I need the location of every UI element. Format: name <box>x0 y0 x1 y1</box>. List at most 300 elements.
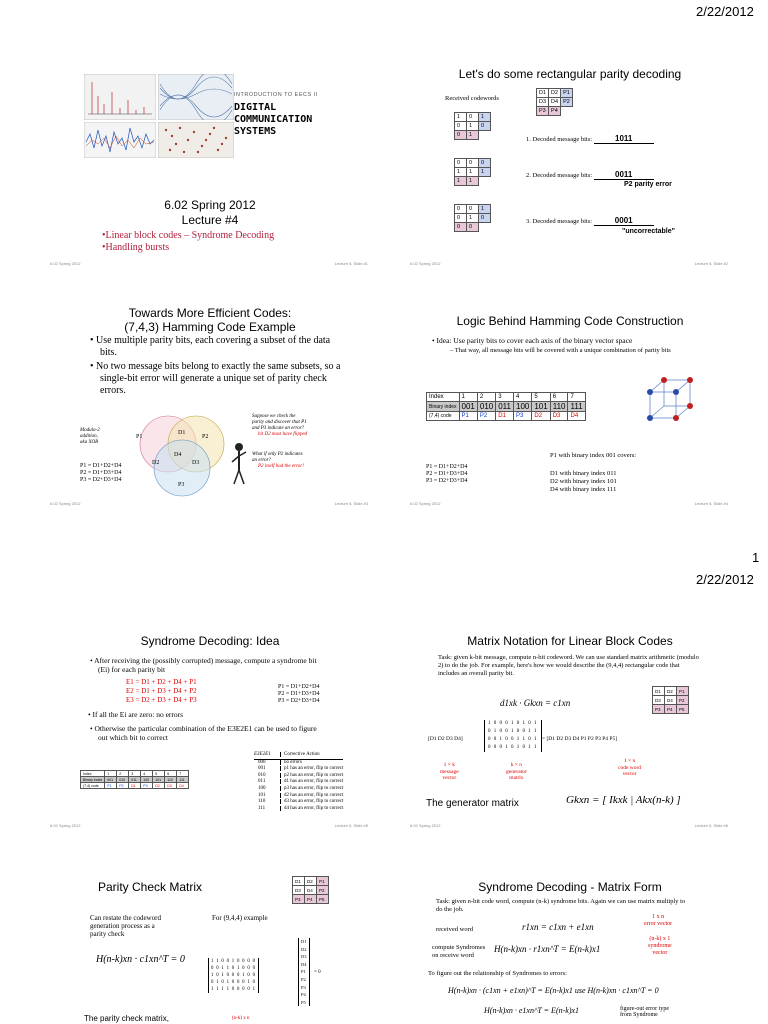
grid-cell: 0 <box>479 159 491 168</box>
equation: P1 = D1+D2+D4 <box>426 464 468 470</box>
equation: P3 = D2+D3+D4 <box>426 478 468 484</box>
parity-check-caption: The parity check matrix, <box>84 1014 169 1023</box>
bullet: •Linear block codes – Syndrome Decoding <box>102 230 275 241</box>
matrix-row: 0 1 0 0 1 0 0 1 1 <box>488 729 538 734</box>
vector-entry: P2 <box>301 976 306 982</box>
table-cell: D3 <box>550 412 568 421</box>
bullet: • Idea: Use parity bits to cover each axis of the binary vector space <box>432 336 633 345</box>
table-cell: 1 <box>459 393 477 402</box>
table-cell: 7 <box>568 393 585 402</box>
grid-cell: 0 <box>467 205 479 214</box>
venn-label-d2: D2 <box>152 460 160 466</box>
action-code: 100 <box>258 785 266 791</box>
label-line: generator <box>506 768 527 775</box>
table-cell: 101 <box>153 777 165 783</box>
venn-label-p2: P2 <box>202 434 209 440</box>
rect-code-grid <box>292 876 329 904</box>
action-code: 000 <box>258 759 266 765</box>
slide-title: Syndrome Decoding: Idea <box>140 634 280 648</box>
grid-cell: P1 <box>561 89 573 98</box>
action-text: p3 has an error, flip to correct <box>280 786 343 791</box>
slide-4-bullets <box>430 336 700 355</box>
grid-cell: D3 <box>537 98 549 107</box>
lecture-number: Lecture #4 <box>181 213 239 227</box>
table-cell: Index <box>427 393 460 402</box>
stem-plot-image <box>84 74 156 120</box>
action-code: 010 <box>258 772 266 778</box>
vector-entry: D3 <box>301 954 307 960</box>
label-line: message <box>440 768 459 775</box>
syndrome-equation: E2 = D1 + D3 + D4 + P2 <box>126 687 197 695</box>
result-label: 3. Decoded message bits: <box>526 218 594 225</box>
action-text: no errors <box>280 760 302 765</box>
equation: P3 = D2+D3+D4 <box>278 698 320 704</box>
result-3-note: "uncorrectable" <box>622 228 675 235</box>
slide-title: Logic Behind Hamming Code Construction <box>456 314 684 328</box>
slide-1-bullets <box>102 230 274 254</box>
header-cell: Corrective Action <box>280 752 320 757</box>
callout-answer: bit D2 must have flipped <box>258 432 308 437</box>
action-text: d3 has an error, flip to correct <box>280 799 343 804</box>
grid-cell: P2 <box>561 98 573 107</box>
table-cell: 110 <box>165 777 177 783</box>
action-row <box>254 760 343 767</box>
grid-cell: D2 <box>665 687 677 696</box>
matrix-row: 1 1 0 0 1 0 0 0 0 <box>211 959 256 964</box>
equation: P3 = D2+D3+D4 <box>80 477 122 483</box>
action-code: 111 <box>258 805 266 811</box>
grid-cell: 1 <box>455 168 467 177</box>
grid-cell: D4 <box>305 886 317 895</box>
table-cell: P3 <box>514 412 532 421</box>
venn-label-d3: D3 <box>192 460 200 466</box>
note-line: aka XOR <box>80 440 99 445</box>
venn-diagram <box>122 408 242 504</box>
bullet-text: After receiving the (possibly corrupted) message, compute a syndrome bit (Ei) for each parity bit <box>94 656 317 674</box>
slide-footer-left: 6.02 Spring 2012 <box>50 501 81 506</box>
table-cell: D2 <box>153 783 165 789</box>
mini-index-table <box>80 770 189 789</box>
slide-footer-left: 6.02 Spring 2012 <box>410 501 441 506</box>
action-row <box>254 766 343 773</box>
grid-cell: P4 <box>549 107 561 116</box>
callout-line: error vector <box>644 921 673 927</box>
slide-8-syndrome-matrix <box>400 870 740 1024</box>
grid-cell: 1 <box>479 168 491 177</box>
bullet-text: Idea: Use parity bits to cover each axis of the binary vector space <box>436 336 633 345</box>
slide-6-matrix-notation <box>400 622 740 832</box>
equation: P2 = D1+D3+D4 <box>278 691 320 697</box>
grid-cell: 0 <box>479 214 491 223</box>
grid-cell: 1 <box>479 113 491 122</box>
table-cell: 100 <box>141 777 153 783</box>
bullet-text: No two message bits belong to exactly the same subsets, so a single-bit error will generate a unique set of parity check errors. <box>96 361 341 396</box>
slide-3-bullets <box>88 335 344 397</box>
table-cell: 3 <box>496 393 514 402</box>
table-cell: 111 <box>568 402 585 412</box>
table-cell: 001 <box>459 402 477 412</box>
result-label: 2. Decoded message bits: <box>526 172 594 179</box>
table-cell: 010 <box>477 402 495 412</box>
bullet-text: That way, all message bits will be covered with a unique combination of parity bits <box>454 347 671 354</box>
grid-cell: P5 <box>317 895 329 904</box>
course-title-line-3: SYSTEMS <box>234 126 277 137</box>
table-cell: Binary index <box>427 402 460 412</box>
grid-cell: 0 <box>455 131 467 140</box>
header-cell: E3E2E1 <box>254 752 271 757</box>
grid-cell: D4 <box>549 98 561 107</box>
result-value: 0011 <box>594 170 654 180</box>
equals-zero: = 0 <box>314 970 321 975</box>
grid-cell: P3 <box>537 107 549 116</box>
table-cell: Index <box>81 771 105 777</box>
table-cell: 4 <box>514 393 532 402</box>
slide-footer-left: 6.02 Spring 2012 <box>410 261 441 266</box>
action-code: 110 <box>258 799 266 805</box>
venn-label-p1: P1 <box>136 434 143 440</box>
bullet: •Handling bursts <box>102 242 170 253</box>
grid-cell: 1 <box>455 113 467 122</box>
codeword-column-vector <box>298 938 310 1006</box>
slide-footer-right: Lecture 5, Slide #1 <box>334 261 368 266</box>
coverage-line: D2 with binary index 101 <box>550 478 617 485</box>
grid-cell: 0 <box>467 159 479 168</box>
table-cell: (7,4) code <box>427 412 460 421</box>
matrix-row: 1 0 0 0 1 0 1 0 1 <box>488 721 538 726</box>
grid-cell: P2 <box>677 696 689 705</box>
table-cell: D2 <box>532 412 550 421</box>
codeword-vector-label <box>618 758 641 778</box>
table-cell: P1 <box>459 412 477 421</box>
action-row <box>254 793 343 800</box>
vector-entry: D4 <box>301 961 307 967</box>
slide-footer-right: Lecture 5, Slide #3 <box>334 501 368 506</box>
label-line: on receive word <box>432 951 474 959</box>
corrective-action-table <box>254 752 343 812</box>
slide-title: Syndrome Decoding - Matrix Form <box>478 880 662 894</box>
action-text: p1 has an error, flip to correct <box>280 766 343 771</box>
waveform-image <box>84 122 156 158</box>
title-line-2: (7,4,3) Hamming Code Example <box>124 320 296 334</box>
result-2 <box>526 170 654 180</box>
table-cell: D4 <box>568 412 585 421</box>
callout-line: parity and discover that P1 <box>252 420 307 425</box>
venn-label-p3: P3 <box>178 482 185 488</box>
table-cell: 6 <box>550 393 568 402</box>
table-cell: P3 <box>141 783 153 789</box>
grid-cell: P5 <box>677 705 689 714</box>
layout-grid <box>536 88 573 116</box>
bullet: • Otherwise the particular combination of the E3E2E1 can be used to figure out which bit to correct <box>90 724 317 742</box>
table-cell: 2 <box>477 393 495 402</box>
label-line: code word <box>618 764 642 771</box>
result-label: 1. Decoded message bits: <box>526 136 594 143</box>
intro-text: Task: given k-bit message, compute n-bit codeword. We can use standard matrix arithmetic (modulo 2) to do the job. For example, here's how we would describe the (9,4,4) rectangular code that includes an overall parity bit. <box>438 654 699 677</box>
slide-footer-left: 6.02 Spring 2012 <box>50 261 81 266</box>
dimension-label: (n-k) x n <box>232 1016 250 1021</box>
course-title-line-1: DIGITAL <box>234 102 277 113</box>
bullet: • If all the Ei are zero: no errors <box>88 710 184 719</box>
grid-cell: 0 <box>455 223 467 232</box>
rect-code-grid <box>652 686 689 714</box>
generator-equation: d1xk · Gkxn = c1xn <box>500 698 571 708</box>
action-row <box>254 806 343 813</box>
text-line: Can restate the codeword <box>90 914 161 922</box>
grid-cell <box>479 223 491 232</box>
hamming-index-table <box>426 392 586 421</box>
grid-cell <box>479 131 491 140</box>
eye-diagram-image <box>158 74 234 120</box>
grid-cell: P1 <box>677 687 689 696</box>
callout-line: 1 x n <box>652 914 665 920</box>
note-line: figure-out error type <box>620 1006 669 1012</box>
venn-label-d1: D1 <box>178 430 186 436</box>
callout-line: syndrome <box>648 943 672 949</box>
action-row <box>254 786 343 793</box>
relationship-text: To figure out the relationship of Syndromes to errors: <box>428 970 567 977</box>
table-cell: 6 <box>165 771 177 777</box>
action-row <box>254 799 343 806</box>
slide-2-parity-decoding <box>400 60 740 270</box>
bullet: • Use multiple parity bits, each covering a subset of the data bits. <box>90 335 331 358</box>
slide-footer-right: Lecture 5, Slide #4 <box>694 501 728 506</box>
slide-4-hamming-logic <box>400 300 740 510</box>
table-cell: P2 <box>477 412 495 421</box>
slide-5-syndrome-idea <box>40 622 380 832</box>
slide-title: Matrix Notation for Linear Block Codes <box>467 634 673 648</box>
result-1 <box>526 134 654 144</box>
generator-caption: The generator matrix <box>426 798 519 809</box>
table-cell: 2 <box>117 771 129 777</box>
action-row <box>254 779 343 786</box>
grid-cell: P1 <box>317 877 329 886</box>
matrix-row: 1 0 1 0 0 0 1 0 0 <box>211 973 256 978</box>
slide-footer-right: Lecture 5, Slide #2 <box>694 261 728 266</box>
title-line-1: Towards More Efficient Codes: <box>128 306 292 320</box>
callout-line: (n-k) x 1 <box>649 936 671 942</box>
constellation-image <box>158 122 234 158</box>
table-cell: 011 <box>496 402 514 412</box>
intro-label: INTRODUCTION TO EECS II <box>234 92 318 98</box>
generator-matrix-label <box>506 762 527 782</box>
grid-cell: 1 <box>455 177 467 186</box>
grid-cell <box>479 177 491 186</box>
syndrome-vector-callout <box>648 936 672 957</box>
modulo-note <box>80 428 100 446</box>
restate-text <box>90 914 161 938</box>
callout-line: vector <box>652 950 668 956</box>
label-line: compute Syndromes <box>432 944 486 951</box>
error-vector-callout <box>644 914 672 928</box>
callout-2 <box>252 452 304 470</box>
bullet: • After receiving the (possibly corrupted) message, compute a syndrome bit (Ei) for each parity bit <box>90 656 317 674</box>
callout-1 <box>252 414 307 438</box>
slide-footer-left: 6.02 Spring 2012 <box>50 823 81 828</box>
vector-entry: P4 <box>301 992 306 998</box>
grid-cell: P3 <box>653 705 665 714</box>
slide-footer-right: Lecture 5, Slide #5 <box>334 823 368 828</box>
action-text: p2 has an error, flip to correct <box>280 773 343 778</box>
grid-cell: 0 <box>455 159 467 168</box>
table-cell: P1 <box>105 783 117 789</box>
bullet: • No two message bits belong to exactly the same subsets, so a single-bit error will generate a unique set of parity check errors. <box>90 361 341 396</box>
vector-entry: D2 <box>301 946 307 952</box>
action-code: 001 <box>258 766 266 772</box>
label-line: vector <box>442 775 457 781</box>
slide-title: Parity Check Matrix <box>97 880 203 894</box>
coverage-list <box>550 470 617 494</box>
action-code: 101 <box>258 792 266 798</box>
grid-cell: 1 <box>467 177 479 186</box>
table-cell: 100 <box>514 402 532 412</box>
callout-answer: P2 itself had the error! <box>258 464 304 469</box>
slide-7-parity-check-matrix <box>40 870 380 1024</box>
generator-formula: Gkxn = [ Ikxk | Akx(n-k) ] <box>566 794 681 806</box>
text-line: generation process as a <box>90 922 155 930</box>
grid-cell: D1 <box>537 89 549 98</box>
grid-cell: D4 <box>665 696 677 705</box>
grid-cell: P2 <box>317 886 329 895</box>
table-cell: 5 <box>153 771 165 777</box>
p1-coverage-note: P1 with binary index 001 covers: <box>550 452 637 459</box>
equation: P1 = D1+D2+D4 <box>80 463 122 469</box>
course-title-line-2: COMMUNICATION <box>234 114 313 125</box>
grid-cell: 1 <box>467 214 479 223</box>
matrix-row: 1 1 1 1 0 0 0 0 1 <box>211 987 256 992</box>
table-cell: (7,4) code <box>81 783 105 789</box>
grid-cell <box>561 107 573 116</box>
slide-footer-right: Lecture 5, Slide #6 <box>694 823 728 828</box>
action-code: 011 <box>258 779 266 785</box>
result-2-note: P2 parity error <box>624 181 672 188</box>
table-cell: 5 <box>532 393 550 402</box>
coverage-line: D1 with binary index 011 <box>550 470 617 477</box>
vector-entry: D1 <box>301 939 307 944</box>
grid-cell: 1 <box>479 205 491 214</box>
page-date-top: 2/22/2012 <box>696 4 754 19</box>
generator-matrix <box>484 720 542 752</box>
equation: P2 = D1+D3+D4 <box>426 471 468 477</box>
action-header <box>254 752 343 760</box>
note-line: from Syndrome <box>620 1012 658 1018</box>
table-cell: D4 <box>177 783 189 789</box>
action-text: d4 has an error, flip to correct <box>280 806 343 811</box>
syndrome-equations <box>126 678 197 705</box>
label-line: 1 × k <box>443 762 455 768</box>
table-cell: 010 <box>117 777 129 783</box>
callout-line: Suppose we check the <box>252 414 296 419</box>
codeword-grid-2 <box>454 158 491 186</box>
action-text: d1 has an error, flip to correct <box>280 779 343 784</box>
matrix-row: 0 1 0 1 0 0 0 1 0 <box>211 980 256 985</box>
table-cell: 3 <box>129 771 141 777</box>
compute-label <box>432 944 485 959</box>
slide-title: Let's do some rectangular parity decoding <box>458 67 682 81</box>
grid-cell: 1 <box>467 122 479 131</box>
parity-check-matrix <box>208 958 259 993</box>
bullet-text: If all the Ei are zero: no errors <box>92 710 184 719</box>
slide-title <box>40 306 380 334</box>
codeword-vector: = [D1 D2 D3 D4 P1 P2 P3 P4 P5] <box>542 736 618 742</box>
example-label: For (9,4,4) example <box>212 914 268 922</box>
action-row <box>254 773 343 780</box>
error-syndrome-formula: H(n-k)xn · e1xn^T = E(n-k)x1 <box>484 1006 580 1015</box>
grid-cell: 0 <box>455 205 467 214</box>
table-cell: D3 <box>165 783 177 789</box>
table-cell: 110 <box>550 402 568 412</box>
coverage-line: D4 with binary index 111 <box>550 486 617 493</box>
table-cell: 111 <box>177 777 189 783</box>
table-cell: P2 <box>117 783 129 789</box>
note-line: addition, <box>80 434 98 439</box>
message-vector-label <box>440 762 459 782</box>
slide-footer-left: 6.02 Spring 2012 <box>410 823 441 828</box>
vector-entry: P5 <box>301 999 306 1005</box>
table-cell: Binary index <box>81 777 105 783</box>
relationship-formula: H(n-k)xn · (c1xn + e1xn)^T = E(n-k)x1 use H(n-k)xn · c1xn^T = 0 <box>448 986 659 995</box>
action-text: d2 has an error, flip to correct <box>280 793 343 798</box>
vector-entry: P3 <box>301 984 306 990</box>
bullet-text: Otherwise the particular combination of the E3E2E1 can be used to figure out which bit to correct <box>94 724 317 742</box>
result-3 <box>526 216 654 226</box>
grid-cell: D1 <box>293 877 305 886</box>
result-value: 1011 <box>594 134 654 144</box>
table-cell: 1 <box>105 771 117 777</box>
grid-cell: 0 <box>467 223 479 232</box>
equation: P2 = D1+D3+D4 <box>80 470 122 476</box>
sub-bullet: – That way, all message bits will be covered with a unique combination of parity bits <box>450 347 671 354</box>
grid-cell: D3 <box>293 886 305 895</box>
cube-diagram <box>644 376 696 424</box>
parity-equations <box>278 684 320 705</box>
label-line: k × n <box>510 762 523 768</box>
equation: P1 = D1+D2+D4 <box>278 684 320 690</box>
page-number: 1 <box>752 550 760 565</box>
slide-1-title <box>40 60 380 270</box>
callout-line: an error? <box>252 458 272 463</box>
table-cell: 4 <box>141 771 153 777</box>
label-line: 1 × n <box>623 758 636 764</box>
grid-cell: 0 <box>455 122 467 131</box>
grid-cell: P4 <box>665 705 677 714</box>
stick-figure-icon <box>230 440 248 490</box>
parity-equations <box>426 464 468 485</box>
table-cell: D1 <box>496 412 514 421</box>
table-cell: 011 <box>129 777 141 783</box>
course-title <box>234 102 312 138</box>
syndrome-formula: H(n-k)xn · r1xn^T = E(n-k)x1 <box>494 944 601 954</box>
grid-cell: D1 <box>653 687 665 696</box>
note-line: Modulo-2 <box>80 428 100 433</box>
grid-cell: D2 <box>305 877 317 886</box>
slide-3-hamming-example <box>40 300 380 510</box>
callout-line: and P3 indicate an error? <box>252 426 305 431</box>
figure-out-note <box>620 1006 669 1018</box>
matrix-row: 0 0 0 1 0 1 0 1 1 <box>488 745 538 750</box>
syndrome-equation: E1 = D1 + D2 + D4 + P1 <box>126 678 197 686</box>
course-name: 6.02 Spring 2012 <box>164 198 256 212</box>
vector-entry: P1 <box>301 969 306 975</box>
received-formula: r1xn = c1xn + e1xn <box>522 922 594 932</box>
table-cell: 001 <box>105 777 117 783</box>
matrix-row: 0 0 1 1 0 1 0 0 0 <box>211 966 256 971</box>
grid-cell: 0 <box>467 113 479 122</box>
intro-text: Task: given n-bit code word, compute (n-k) syndrome bits. Again we can use matrix multiply to do the job. <box>436 898 686 913</box>
grid-cell: D2 <box>549 89 561 98</box>
syndrome-equation: E3 = D2 + D3 + D4 + P3 <box>126 696 197 704</box>
bullet-text: Use multiple parity bits, each covering a subset of the data bits. <box>96 335 331 358</box>
received-label: Received codewords <box>445 95 499 102</box>
